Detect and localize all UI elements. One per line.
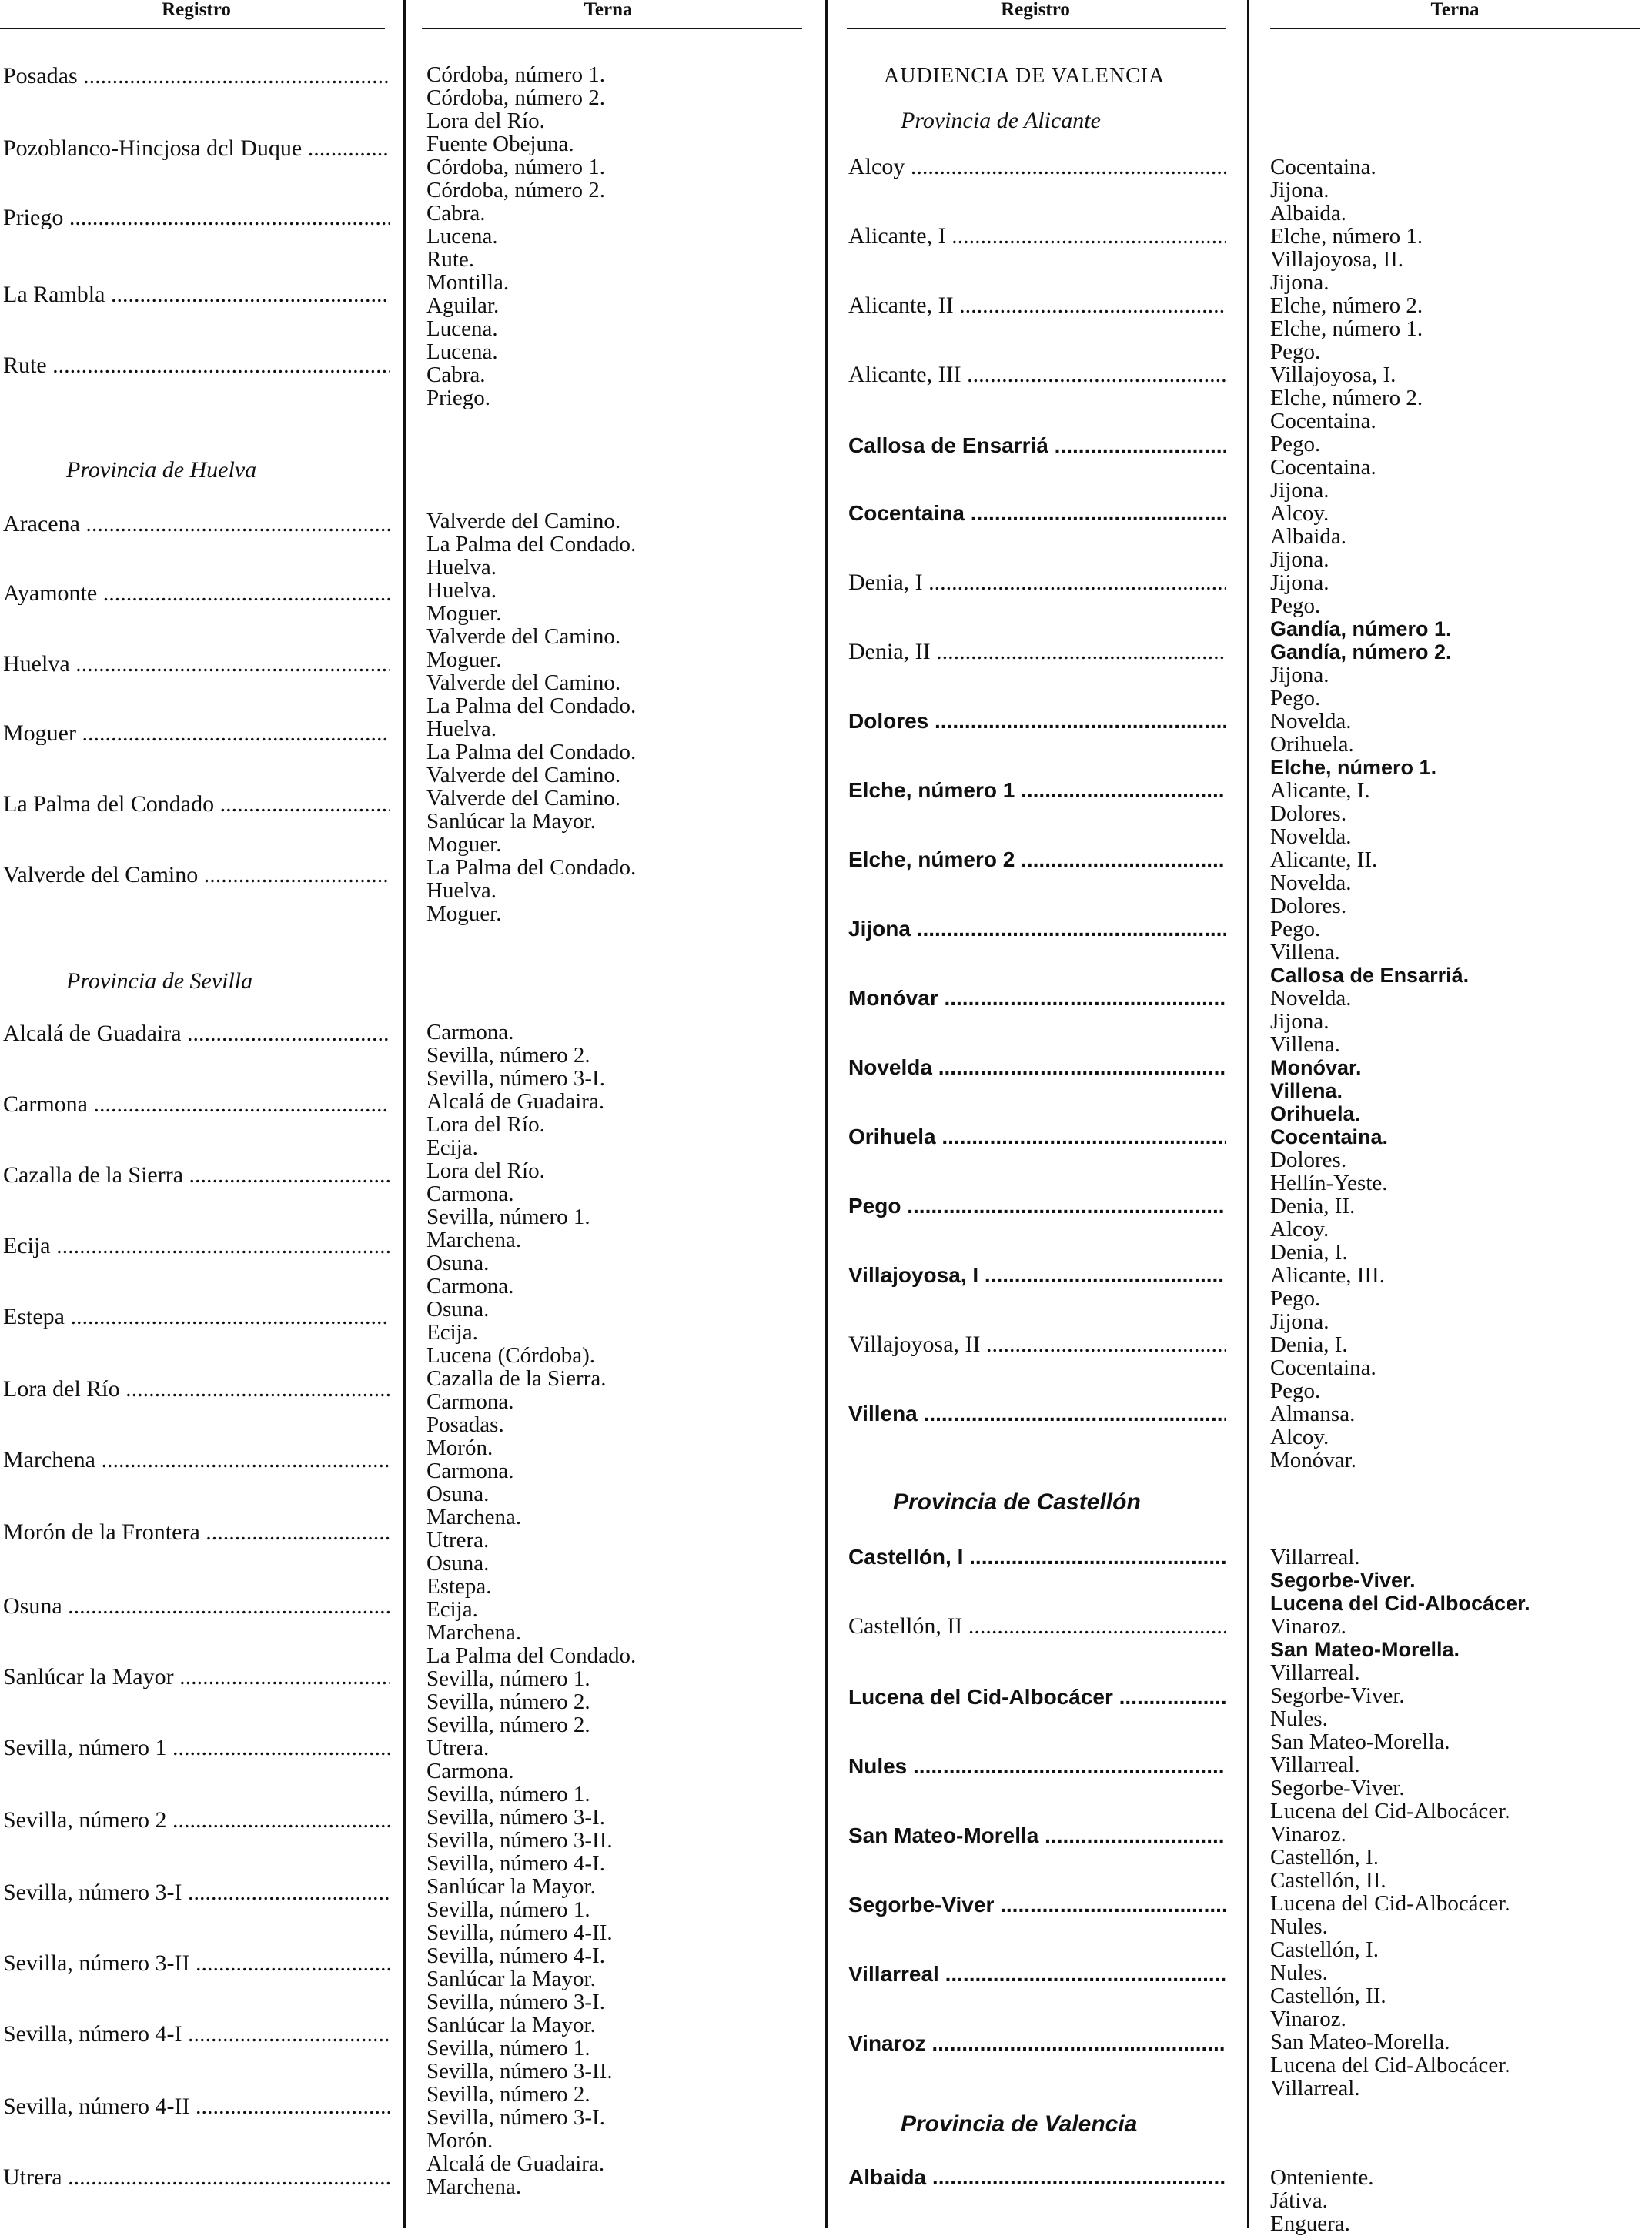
registro-alicante-iii: Alicante, III .....: [848, 363, 1226, 386]
terna-entry: Alcalá de Guadaira.: [426, 1089, 605, 1114]
terna-entry: Huelva.: [426, 878, 497, 903]
terna-entry: Pego.: [1270, 686, 1321, 710]
registro-pozoblanco-hincjosa-dcl-duque: Pozoblanco-Hincjosa dcl Duque .....: [3, 137, 390, 160]
terna-entry: La Palma del Condado.: [426, 855, 637, 880]
terna-entry: Villena.: [1270, 1079, 1343, 1102]
terna-entry: Moguer.: [426, 832, 502, 857]
terna-entry: Albaida.: [1270, 524, 1347, 549]
terna-entry: Moguer.: [426, 647, 502, 672]
terna-entry: Castellón, I.: [1270, 1937, 1379, 1962]
terna-entry: Monóvar.: [1270, 1448, 1356, 1472]
terna-entry: Jijona.: [1270, 663, 1329, 687]
registro-sevilla-numero-4-ii: Sevilla, número 4-II .....: [3, 2095, 390, 2118]
registro-sevilla-numero-3-ii: Sevilla, número 3-II .....: [3, 1952, 390, 1975]
registro-rute: Rute .....: [3, 354, 390, 377]
terna-entry: Denia, I.: [1270, 1332, 1348, 1357]
terna-entry: Játiva.: [1270, 2188, 1328, 2213]
terna-entry: La Palma del Condado.: [426, 1643, 637, 1668]
terna-entry: Huelva.: [426, 555, 497, 580]
header-terna-left: Terna: [584, 0, 633, 20]
terna-entry: Vinaroz.: [1270, 2007, 1346, 2031]
terna-entry: Huelva.: [426, 578, 497, 603]
registro-san-mateo-morella: San Mateo-Morella .....: [848, 1824, 1226, 1847]
terna-entry: Sevilla, número 2.: [426, 2082, 590, 2107]
registro-sanlucar-la-mayor: Sanlúcar la Mayor .....: [3, 1666, 390, 1689]
terna-entry: Sanlúcar la Mayor.: [426, 1967, 596, 1991]
header-terna-right: Terna: [1430, 0, 1480, 20]
terna-entry: Almansa.: [1270, 1402, 1356, 1426]
terna-entry: Priego.: [426, 386, 490, 410]
registro-orihuela: Orihuela .....: [848, 1125, 1226, 1148]
terna-entry: Ecija.: [426, 1320, 478, 1345]
terna-entry: Marchena.: [426, 1505, 522, 1529]
terna-entry: Onteniente.: [1270, 2165, 1374, 2190]
terna-entry: Valverde del Camino.: [426, 624, 621, 649]
terna-entry: Orihuela.: [1270, 732, 1354, 757]
terna-entry: Hellín-Yeste.: [1270, 1171, 1388, 1195]
terna-entry: Valverde del Camino.: [426, 786, 621, 811]
province-heading: Provincia de Castellón: [893, 1489, 1141, 1515]
terna-entry: Lucena.: [426, 339, 498, 364]
terna-entry: Jijona.: [1270, 478, 1329, 503]
terna-entry: Jijona.: [1270, 178, 1329, 202]
terna-entry: Utrera.: [426, 1736, 490, 1760]
terna-entry: Jijona.: [1270, 547, 1329, 572]
terna-entry: Lucena (Córdoba).: [426, 1343, 596, 1368]
terna-entry: Alcoy.: [1270, 1425, 1329, 1449]
registro-la-rambla: La Rambla .....: [3, 283, 390, 306]
header-rule: [1270, 28, 1640, 29]
terna-entry: Cocentaina.: [1270, 409, 1376, 433]
registro-pego: Pego .....: [848, 1195, 1226, 1218]
registro-carmona: Carmona .....: [3, 1093, 390, 1116]
registro-utrera: Utrera .....: [3, 2166, 390, 2189]
terna-entry: Gandía, número 2.: [1270, 640, 1452, 663]
terna-entry: Sevilla, número 1.: [426, 1666, 590, 1691]
terna-entry: Sevilla, número 3-I.: [426, 1990, 605, 2014]
terna-entry: Segorbe-Viver.: [1270, 1776, 1405, 1800]
terna-entry: Valverde del Camino.: [426, 763, 621, 787]
registro-sevilla-numero-3-i: Sevilla, número 3-I .....: [3, 1881, 390, 1904]
terna-entry: Sevilla, número 3-II.: [426, 1828, 613, 1853]
terna-entry: Vinaroz.: [1270, 1822, 1346, 1847]
terna-entry: Nules.: [1270, 1706, 1328, 1731]
terna-entry: Vinaroz.: [1270, 1614, 1346, 1639]
terna-entry: Carmona.: [426, 1389, 514, 1414]
registro-castellon-ii: Castellón, II .....: [848, 1615, 1226, 1638]
terna-entry: Sevilla, número 3-I.: [426, 1805, 605, 1830]
registro-villena: Villena .....: [848, 1402, 1226, 1425]
registro-villajoyosa-ii: Villajoyosa, II .....: [848, 1333, 1226, 1356]
terna-entry: Alcoy.: [1270, 501, 1329, 526]
terna-entry: Elche, número 1.: [1270, 316, 1423, 341]
terna-entry: Novelda.: [1270, 871, 1352, 895]
registro-lucena-del-cid-albocacer: Lucena del Cid-Albocácer .....: [848, 1686, 1226, 1709]
terna-entry: San Mateo-Morella.: [1270, 1730, 1450, 1754]
terna-entry: Villarreal.: [1270, 1753, 1360, 1777]
terna-entry: Ecija.: [426, 1597, 478, 1622]
header-rule: [0, 28, 385, 29]
terna-entry: Cocentaina.: [1270, 455, 1376, 480]
terna-entry: Sevilla, número 1.: [426, 1897, 590, 1922]
column-divider: [1247, 0, 1249, 2228]
terna-entry: Alicante, III.: [1270, 1263, 1385, 1288]
registro-vinaroz: Vinaroz .....: [848, 2032, 1226, 2055]
terna-entry: Carmona.: [426, 1020, 514, 1044]
terna-entry: Pego.: [1270, 593, 1321, 618]
registro-sevilla-numero-2: Sevilla, número 2 .....: [3, 1809, 390, 1832]
terna-entry: Montilla.: [426, 270, 510, 295]
terna-entry: Sevilla, número 4-II.: [426, 1920, 613, 1945]
terna-entry: Morón.: [426, 1436, 493, 1460]
terna-entry: Dolores.: [1270, 1148, 1347, 1172]
terna-entry: Osuna.: [426, 1482, 490, 1506]
province-heading: Provincia de Huelva: [66, 457, 257, 483]
terna-entry: Utrera.: [426, 1528, 490, 1552]
terna-entry: Sevilla, número 1.: [426, 1782, 590, 1807]
terna-entry: Villarreal.: [1270, 1660, 1360, 1685]
registro-nules: Nules .....: [848, 1755, 1226, 1778]
terna-entry: Jijona.: [1270, 1009, 1329, 1034]
registro-moron-de-la-frontera: Morón de la Frontera .....: [3, 1521, 390, 1544]
terna-entry: Segorbe-Viver.: [1270, 1683, 1405, 1708]
registro-posadas: Posadas .....: [3, 65, 390, 88]
registro-moguer: Moguer .....: [3, 722, 390, 745]
terna-entry: Callosa de Ensarriá.: [1270, 964, 1470, 987]
terna-entry: Elche, número 2.: [1270, 293, 1423, 318]
terna-entry: Pego.: [1270, 1286, 1321, 1311]
terna-entry: Sevilla, número 3-I.: [426, 2105, 605, 2130]
terna-entry: Lucena.: [426, 224, 498, 249]
terna-entry: Villena.: [1270, 940, 1340, 964]
terna-entry: Cocentaina.: [1270, 1125, 1389, 1148]
registro-novelda: Novelda .....: [848, 1056, 1226, 1079]
registro-denia-i: Denia, I .....: [848, 571, 1226, 594]
header-rule: [422, 28, 802, 29]
terna-entry: Orihuela.: [1270, 1102, 1361, 1125]
terna-entry: Morón.: [426, 2128, 493, 2153]
registro-la-palma-del-condado: La Palma del Condado .....: [3, 793, 390, 816]
registro-dolores: Dolores .....: [848, 710, 1226, 733]
terna-entry: Cabra.: [426, 363, 486, 387]
terna-entry: Monóvar.: [1270, 1056, 1362, 1079]
terna-entry: Novelda.: [1270, 824, 1352, 849]
registro-monovar: Monóvar .....: [848, 987, 1226, 1010]
registro-elche-numero-2: Elche, número 2 .....: [848, 848, 1226, 871]
terna-entry: Sevilla, número 1.: [426, 1205, 590, 1229]
terna-entry: Córdoba, número 2.: [426, 85, 605, 110]
registro-callosa-de-ensarria: Callosa de Ensarriá .....: [848, 434, 1226, 457]
terna-entry: Sevilla, número 4-I.: [426, 1851, 605, 1876]
terna-entry: Valverde del Camino.: [426, 670, 621, 695]
registro-villajoyosa-i: Villajoyosa, I .....: [848, 1264, 1226, 1287]
terna-entry: Cocentaina.: [1270, 1355, 1376, 1380]
terna-entry: Villarreal.: [1270, 2076, 1360, 2101]
terna-entry: Enguera.: [1270, 2211, 1350, 2236]
province-heading: Provincia de Sevilla: [66, 968, 253, 994]
terna-entry: Valverde del Camino.: [426, 509, 621, 533]
terna-entry: Osuna.: [426, 1251, 490, 1275]
registro-alcoy: Alcoy .....: [848, 155, 1226, 179]
terna-entry: Dolores.: [1270, 801, 1347, 826]
terna-entry: Sevilla, número 1.: [426, 2036, 590, 2061]
terna-entry: Posadas.: [426, 1412, 504, 1437]
terna-entry: Carmona.: [426, 1759, 514, 1783]
terna-entry: Denia, I.: [1270, 1240, 1348, 1265]
terna-entry: Fuente Obejuna.: [426, 132, 574, 156]
registro-alicante-ii: Alicante, II .....: [848, 294, 1226, 317]
registro-ecija: Ecija .....: [3, 1235, 390, 1258]
terna-entry: Castellón, I.: [1270, 1845, 1379, 1870]
registro-marchena: Marchena .....: [3, 1449, 390, 1472]
terna-entry: Cazalla de la Sierra.: [426, 1366, 607, 1391]
column-divider: [403, 0, 406, 2228]
header-registro-right: Registro: [1001, 0, 1070, 20]
terna-entry: Jijona.: [1270, 270, 1329, 295]
terna-entry: Villarreal.: [1270, 1545, 1360, 1569]
terna-entry: La Palma del Condado.: [426, 740, 637, 764]
terna-entry: Villena.: [1270, 1032, 1340, 1057]
registro-cazalla-de-la-sierra: Cazalla de la Sierra .....: [3, 1164, 390, 1187]
terna-entry: Osuna.: [426, 1551, 490, 1576]
terna-entry: Nules.: [1270, 1914, 1328, 1939]
province-heading: Provincia de Alicante: [901, 108, 1101, 133]
terna-entry: Lora del Río.: [426, 109, 545, 133]
terna-entry: Villajoyosa, I.: [1270, 363, 1396, 387]
terna-entry: Marchena.: [426, 1620, 522, 1645]
column-divider: [825, 0, 828, 2228]
terna-entry: Denia, II.: [1270, 1194, 1356, 1218]
terna-entry: Sanlúcar la Mayor.: [426, 809, 596, 834]
terna-entry: Córdoba, número 1.: [426, 62, 605, 87]
registro-sevilla-numero-1: Sevilla, número 1 .....: [3, 1736, 390, 1760]
header-registro-left: Registro: [162, 0, 231, 20]
terna-entry: La Palma del Condado.: [426, 532, 637, 556]
terna-entry: Villajoyosa, II.: [1270, 247, 1404, 272]
terna-entry: Castellón, II.: [1270, 1984, 1386, 2008]
terna-entry: San Mateo-Morella.: [1270, 1638, 1460, 1661]
registro-denia-ii: Denia, II .....: [848, 640, 1226, 663]
registro-castellon-i: Castellón, I .....: [848, 1546, 1226, 1569]
terna-entry: Carmona.: [426, 1182, 514, 1206]
terna-entry: Jijona.: [1270, 570, 1329, 595]
terna-entry: Ecija.: [426, 1135, 478, 1160]
audiencia-heading: AUDIENCIA DE VALENCIA: [884, 64, 1165, 88]
terna-entry: Sevilla, número 3-II.: [426, 2059, 613, 2084]
terna-entry: Pego.: [1270, 917, 1321, 941]
terna-entry: Pego.: [1270, 432, 1321, 456]
terna-entry: Sevilla, número 2.: [426, 1690, 590, 1714]
terna-entry: Sevilla, número 2.: [426, 1713, 590, 1737]
terna-entry: Elche, número 1.: [1270, 224, 1423, 249]
registro-sevilla-numero-4-i: Sevilla, número 4-I .....: [3, 2023, 390, 2046]
terna-entry: Córdoba, número 2.: [426, 178, 605, 202]
terna-entry: Marchena.: [426, 1228, 522, 1252]
terna-entry: Novelda.: [1270, 986, 1352, 1011]
terna-entry: Sanlúcar la Mayor.: [426, 1874, 596, 1899]
terna-entry: Castellón, II.: [1270, 1868, 1386, 1893]
terna-entry: Huelva.: [426, 717, 497, 741]
terna-entry: San Mateo-Morella.: [1270, 2030, 1450, 2054]
terna-entry: Osuna.: [426, 1297, 490, 1322]
terna-entry: Novelda.: [1270, 709, 1352, 734]
terna-entry: Aguilar.: [426, 293, 500, 318]
terna-entry: Lora del Río.: [426, 1112, 545, 1137]
terna-entry: Alicante, I.: [1270, 778, 1370, 803]
terna-entry: Carmona.: [426, 1459, 514, 1483]
terna-entry: Moguer.: [426, 901, 502, 926]
terna-entry: Rute.: [426, 247, 475, 272]
terna-entry: Lucena del Cid-Albocácer.: [1270, 1799, 1510, 1823]
registro-segorbe-viver: Segorbe-Viver .....: [848, 1893, 1226, 1917]
registro-villarreal: Villarreal .....: [848, 1963, 1226, 1986]
terna-entry: Gandía, número 1.: [1270, 617, 1452, 640]
terna-entry: Segorbe-Viver.: [1270, 1569, 1416, 1592]
header-rule: [847, 28, 1226, 29]
terna-entry: Córdoba, número 1.: [426, 155, 605, 179]
registro-alcala-de-guadaira: Alcalá de Guadaira .....: [3, 1022, 390, 1045]
province-heading: Provincia de Valencia: [901, 2111, 1138, 2137]
terna-entry: Alcoy.: [1270, 1217, 1329, 1242]
terna-entry: La Palma del Condado.: [426, 694, 637, 718]
terna-entry: Pego.: [1270, 1379, 1321, 1403]
terna-entry: Cabra.: [426, 201, 486, 226]
registro-valverde-del-camino: Valverde del Camino .....: [3, 864, 390, 887]
terna-entry: Sanlúcar la Mayor.: [426, 2013, 596, 2037]
terna-entry: Moguer.: [426, 601, 502, 626]
terna-entry: Elche, número 1.: [1270, 756, 1437, 779]
registro-lora-del-rio: Lora del Río .....: [3, 1378, 390, 1401]
registro-estepa: Estepa .....: [3, 1305, 390, 1329]
terna-entry: Sevilla, número 2.: [426, 1043, 590, 1068]
terna-entry: Lora del Río.: [426, 1158, 545, 1183]
registro-aracena: Aracena .....: [3, 513, 390, 536]
terna-entry: Pego.: [1270, 339, 1321, 364]
terna-entry: Lucena del Cid-Albocácer.: [1270, 1891, 1510, 1916]
registro-albaida: Albaida .....: [848, 2166, 1226, 2189]
terna-entry: Lucena.: [426, 316, 498, 341]
registro-cocentaina: Cocentaina .....: [848, 502, 1226, 525]
terna-entry: Sevilla, número 4-I.: [426, 1944, 605, 1968]
terna-entry: Marchena.: [426, 2174, 522, 2199]
terna-entry: Elche, número 2.: [1270, 386, 1423, 410]
terna-entry: Sevilla, número 3-I.: [426, 1066, 605, 1091]
terna-entry: Alicante, II.: [1270, 847, 1378, 872]
terna-entry: Lucena del Cid-Albocácer.: [1270, 1592, 1530, 1615]
registro-huelva: Huelva .....: [3, 653, 390, 676]
terna-entry: Dolores.: [1270, 894, 1347, 918]
terna-entry: Albaida.: [1270, 201, 1347, 226]
terna-entry: Jijona.: [1270, 1309, 1329, 1334]
terna-entry: Estepa.: [426, 1574, 492, 1599]
registro-ayamonte: Ayamonte .....: [3, 582, 390, 605]
registro-osuna: Osuna .....: [3, 1595, 390, 1618]
terna-entry: Cocentaina.: [1270, 155, 1376, 179]
registro-jijona: Jijona .....: [848, 917, 1226, 941]
registro-alicante-i: Alicante, I .....: [848, 225, 1226, 248]
terna-entry: Nules.: [1270, 1960, 1328, 1985]
terna-entry: Carmona.: [426, 1274, 514, 1298]
terna-entry: Lucena del Cid-Albocácer.: [1270, 2053, 1510, 2077]
terna-entry: Alcalá de Guadaira.: [426, 2151, 605, 2176]
registro-priego: Priego .....: [3, 206, 390, 229]
registro-elche-numero-1: Elche, número 1 .....: [848, 779, 1226, 802]
